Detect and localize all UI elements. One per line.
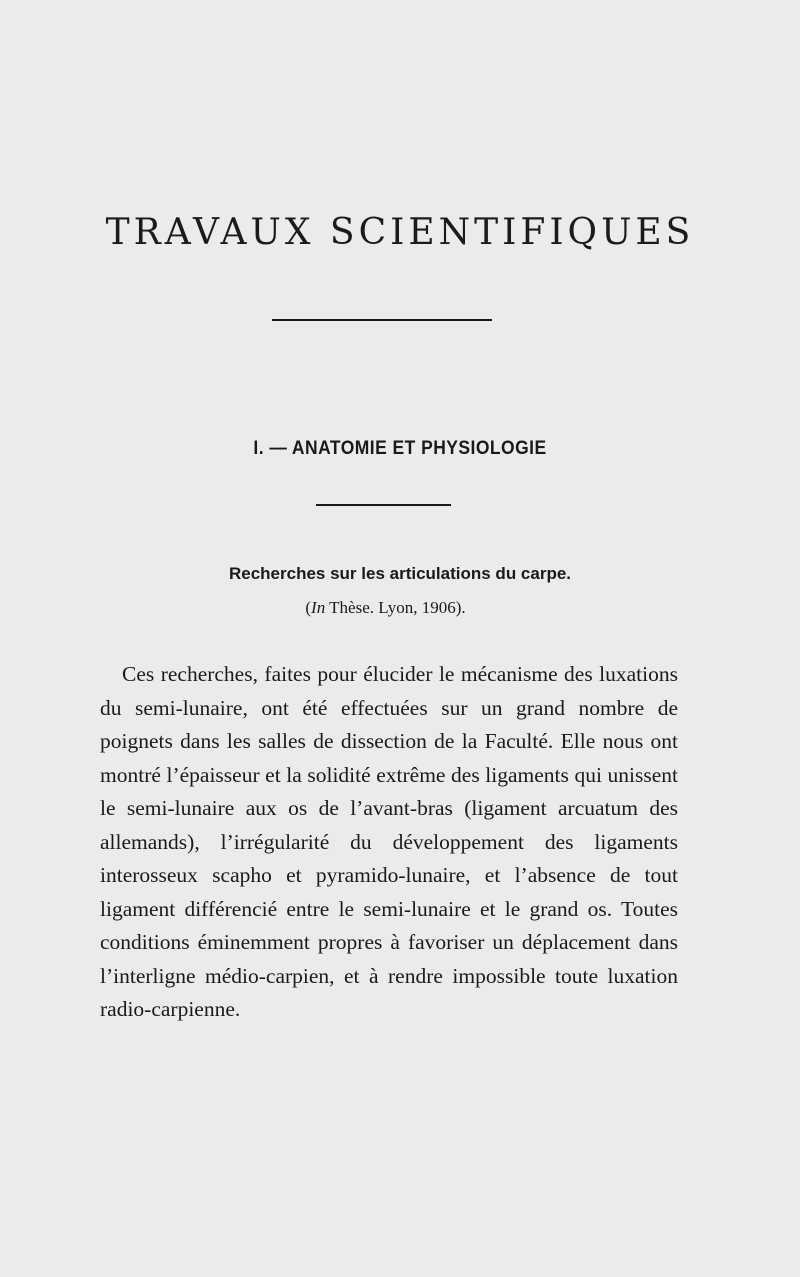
- citation-open-paren: (: [305, 598, 312, 617]
- citation-prefix: In: [311, 598, 326, 617]
- section-divider: [316, 504, 451, 506]
- section-heading: I. — ANATOMIE ET PHYSIOLOGIE: [253, 438, 547, 459]
- citation-text: Thèse. Lyon, 1906).: [325, 598, 466, 617]
- article-citation: [0, 598, 771, 618]
- page-title: TRAVAUX SCIENTIFIQUES: [105, 212, 695, 253]
- title-divider: [272, 319, 492, 321]
- article-title: Recherches sur les articulations du carpe.: [228, 564, 572, 583]
- article-body: Ces recherches, faites pour élucider le mécanisme des luxations du semi-lunaire, ont été effectuées sur un grand nombre de poignets dans les salles de dissection de la Faculté. Elle nous ont montré l’épaisseur et la solidité extrême des ligaments qui unissent le semi-lunaire aux os de l’avant-bras (ligament arcuatum des allemands), l’irrégularité du développement des ligaments interosseux scapho et pyramido-lunaire, et l’absence de tout ligament différencié entre le semi-lunaire et le grand os. Toutes conditions éminemment propres à favoriser un déplacement dans l’interligne médio-carpien, et à rendre impossible toute luxation radio-carpienne.: [100, 662, 678, 1021]
